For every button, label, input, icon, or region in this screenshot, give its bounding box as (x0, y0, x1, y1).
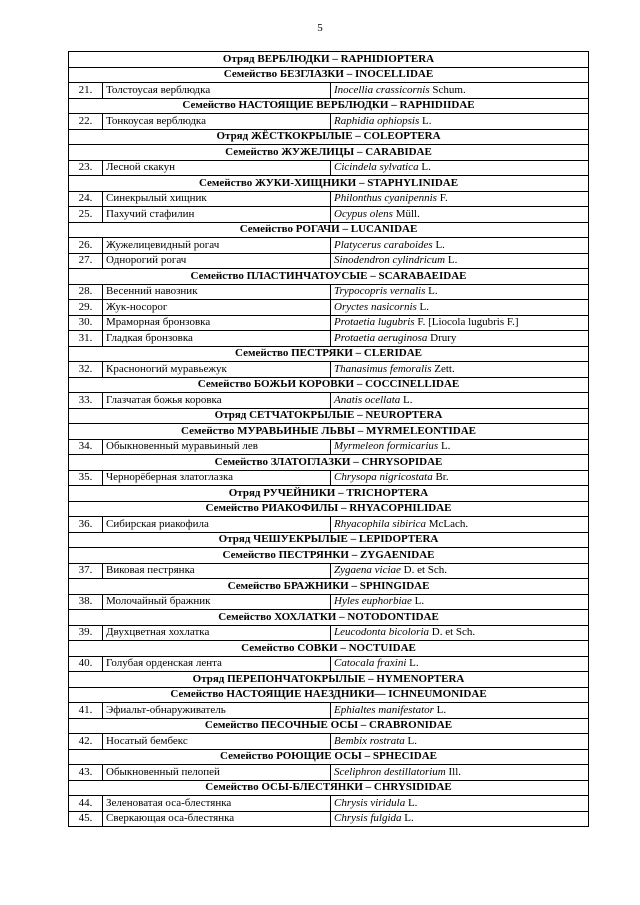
species-latin-cell (331, 811, 589, 827)
taxon-header: Семейство МУРАВЬИНЫЕ ЛЬВЫ – MYRMELEONTIDAE (69, 424, 589, 440)
species-latin-cell (331, 765, 589, 781)
species-latin-name: Myrmeleon formicarius (334, 440, 439, 453)
species-russian-name: Толстоусая верблюдка (103, 83, 331, 99)
species-table (68, 51, 589, 827)
species-number: 29. (69, 300, 103, 316)
taxon-header-row (69, 579, 589, 595)
species-russian-name: Мраморная бронзовка (103, 315, 331, 331)
species-latin-name: Raphidia ophiopsis (334, 114, 420, 127)
species-latin-cell (331, 191, 589, 207)
species-russian-name: Глазчатая божья коровка (103, 393, 331, 409)
species-latin-cell (331, 625, 589, 641)
species-author: D. et Sch. (431, 626, 476, 639)
species-author: L. (403, 393, 413, 406)
taxon-header: Отряд СЕТЧАТОКРЫЛЫЕ – NEUROPTERA (69, 408, 589, 424)
species-russian-name: Однорогий рогач (103, 253, 331, 269)
taxon-header: Семейство НАСТОЯЩИЕ НАЕЗДНИКИ— ICHNEUMONIDAE (69, 687, 589, 703)
species-latin-cell (331, 114, 589, 130)
species-row (69, 315, 589, 331)
taxon-header: Отряд РУЧЕЙНИКИ – TRICHOPTERA (69, 486, 589, 502)
species-row (69, 207, 589, 223)
taxon-header-row (69, 222, 589, 238)
species-latin-cell (331, 393, 589, 409)
species-row (69, 362, 589, 378)
species-latin-name: Oryctes nasicornis (334, 300, 417, 313)
species-latin-name: Trypocopris vernalis (334, 285, 426, 298)
taxon-header: Отряд ВЕРБЛЮДКИ – RAPHIDIOPTERA (69, 52, 589, 68)
species-number: 45. (69, 811, 103, 827)
taxon-header-row (69, 424, 589, 440)
species-latin-cell (331, 796, 589, 812)
species-row (69, 253, 589, 269)
species-russian-name: Жук-носорог (103, 300, 331, 316)
species-number: 35. (69, 470, 103, 486)
species-latin-cell (331, 470, 589, 486)
taxon-header: Семейство БЕЗГЛАЗКИ – INOCELLIDAE (69, 67, 589, 83)
species-number: 26. (69, 238, 103, 254)
taxon-header: Семейство ПЛАСТИНЧАТОУСЫЕ – SCARABAEIDAE (69, 269, 589, 285)
taxon-header-row (69, 67, 589, 83)
species-row (69, 734, 589, 750)
species-row (69, 796, 589, 812)
species-latin-name: Anatis ocellata (334, 393, 401, 406)
species-latin-name: Ocypus olens (334, 207, 393, 220)
species-author: Zett. (434, 362, 455, 375)
species-row (69, 83, 589, 99)
species-row (69, 284, 589, 300)
species-author: L. (440, 440, 451, 453)
species-latin-cell (331, 83, 589, 99)
species-latin-name: Chrysis fulgida (334, 812, 402, 825)
species-author: Ill. (448, 765, 462, 778)
species-russian-name: Сверкающая оса-блестянка (103, 811, 331, 827)
species-latin-name: Protaetia aeruginosa (334, 331, 428, 344)
species-row (69, 114, 589, 130)
species-row (69, 811, 589, 827)
species-row (69, 625, 589, 641)
species-latin-cell (331, 703, 589, 719)
species-latin-name: Cicindela sylvatica (334, 161, 419, 174)
taxon-header-row (69, 346, 589, 362)
species-russian-name: Жужелицевидный рогач (103, 238, 331, 254)
species-number: 41. (69, 703, 103, 719)
species-number: 22. (69, 114, 103, 130)
species-latin-name: Rhyacophila sibirica (334, 517, 426, 530)
species-latin-cell (331, 331, 589, 347)
species-russian-name: Сибирская риакофила (103, 517, 331, 533)
taxon-header: Семейство БРАЖНИКИ – SPHINGIDAE (69, 579, 589, 595)
species-number: 30. (69, 315, 103, 331)
species-latin-name: Zygaena viciae (334, 564, 401, 577)
species-author: L. (414, 595, 425, 608)
species-russian-name: Виковая пестрянка (103, 563, 331, 579)
species-number: 33. (69, 393, 103, 409)
taxon-header: Семейство ПЕСОЧНЫЕ ОСЫ – CRABRONIDAE (69, 718, 589, 734)
taxon-header-row (69, 145, 589, 161)
species-author: Müll. (395, 207, 420, 220)
species-latin-cell (331, 517, 589, 533)
species-row (69, 470, 589, 486)
species-latin-name: Chrysopa nigricostata (334, 471, 433, 484)
species-number: 27. (69, 253, 103, 269)
taxon-header-row (69, 641, 589, 657)
species-russian-name: Носатый бембекс (103, 734, 331, 750)
species-number: 38. (69, 594, 103, 610)
species-russian-name: Чернорёберная златоглазка (103, 470, 331, 486)
species-author: D. et Sch. (403, 564, 448, 577)
species-author: L. (407, 734, 418, 747)
species-row (69, 439, 589, 455)
species-latin-name: Catocala fraxini (334, 657, 407, 670)
species-latin-cell (331, 300, 589, 316)
taxon-header: Семейство НАСТОЯЩИЕ ВЕРБЛЮДКИ – RAPHIDIIDAE (69, 98, 589, 114)
taxon-header-row (69, 548, 589, 564)
species-author: F. (439, 192, 448, 205)
species-row (69, 765, 589, 781)
species-russian-name: Синекрылый хищник (103, 191, 331, 207)
taxon-header: Отряд ЧЕШУЕКРЫЛЫЕ – LEPIDOPTERA (69, 532, 589, 548)
taxon-header: Семейство ЖУКИ-ХИЩНИКИ – STAPHYLINIDAE (69, 176, 589, 192)
species-russian-name: Эфиальт-обнаруживатель (103, 703, 331, 719)
species-author: Br. (435, 471, 449, 484)
page-number: 5 (317, 22, 323, 34)
species-russian-name: Лесной скакун (103, 160, 331, 176)
taxon-header-row (69, 176, 589, 192)
species-author: L. (404, 812, 414, 825)
species-author: L. (422, 114, 432, 127)
species-latin-name: Leucodonta bicoloria (334, 626, 430, 639)
species-latin-name: Platycerus caraboides (334, 238, 433, 251)
species-row (69, 703, 589, 719)
taxon-header-row (69, 98, 589, 114)
species-author: L. (436, 703, 447, 716)
species-latin-cell (331, 594, 589, 610)
species-latin-name: Bembix rostrata (334, 734, 405, 747)
species-row (69, 393, 589, 409)
species-number: 44. (69, 796, 103, 812)
species-author: L. (421, 161, 431, 174)
taxon-header: Семейство БОЖЬИ КОРОВКИ – COCCINELLIDAE (69, 377, 589, 393)
species-author: L. (409, 657, 419, 670)
taxon-header: Семейство ЖУЖЕЛИЦЫ – CARABIDAE (69, 145, 589, 161)
species-russian-name: Весенний навозник (103, 284, 331, 300)
species-author: McLach. (428, 517, 469, 530)
species-russian-name: Двухцветная хохлатка (103, 625, 331, 641)
species-author: L. (419, 300, 430, 313)
species-latin-cell (331, 439, 589, 455)
species-author: Drury (430, 331, 457, 344)
taxon-header-row (69, 610, 589, 626)
taxon-header-row (69, 377, 589, 393)
taxon-header-row (69, 672, 589, 688)
taxon-header: Семейство ХОХЛАТКИ – NOTODONTIDAE (69, 610, 589, 626)
taxon-header-row (69, 486, 589, 502)
species-number: 34. (69, 439, 103, 455)
species-number: 25. (69, 207, 103, 223)
taxon-header: Отряд ЖЁСТКОКРЫЛЫЕ – COLEOPTERA (69, 129, 589, 145)
taxon-header: Семейство РИАКОФИЛЫ – RHYACOPHILIDAE (69, 501, 589, 517)
taxon-header-row (69, 749, 589, 765)
species-latin-cell (331, 656, 589, 672)
species-number: 32. (69, 362, 103, 378)
taxon-header: Семейство СОВКИ – NOCTUIDAE (69, 641, 589, 657)
species-latin-name: Sinodendron cylindricum (334, 254, 446, 267)
species-latin-cell (331, 207, 589, 223)
species-number: 39. (69, 625, 103, 641)
taxon-header-row (69, 780, 589, 796)
species-author: Schum. (432, 83, 466, 96)
taxon-header: Семейство ПЕСТРЯНКИ – ZYGAENIDAE (69, 548, 589, 564)
species-latin-cell (331, 362, 589, 378)
species-number: 21. (69, 83, 103, 99)
species-russian-name: Обыкновенный муравьиный лев (103, 439, 331, 455)
species-latin-cell (331, 315, 589, 331)
species-number: 37. (69, 563, 103, 579)
taxon-header-row (69, 532, 589, 548)
species-row (69, 238, 589, 254)
species-row (69, 191, 589, 207)
species-russian-name: Голубая орденская лента (103, 656, 331, 672)
taxon-header-row (69, 269, 589, 285)
species-latin-name: Ephialtes manifestator (334, 703, 434, 716)
species-latin-cell (331, 160, 589, 176)
species-author: L. (428, 285, 438, 298)
taxon-header: Отряд ПЕРЕПОНЧАТОКРЫЛЫЕ – HYMENOPTERA (69, 672, 589, 688)
species-latin-cell (331, 284, 589, 300)
species-row (69, 563, 589, 579)
species-latin-cell (331, 563, 589, 579)
species-latin-name: Hyles euphorbiae (334, 595, 412, 608)
species-number: 42. (69, 734, 103, 750)
species-row (69, 300, 589, 316)
taxon-header: Семейство РОЮЩИЕ ОСЫ – SPHECIDAE (69, 749, 589, 765)
taxon-header-row (69, 408, 589, 424)
species-russian-name: Красноногий муравьежук (103, 362, 331, 378)
species-latin-name: Sceliphron destillatorium (334, 765, 446, 778)
species-latin-name: Protaetia lugubris (334, 316, 415, 329)
species-russian-name: Обыкновенный пелопей (103, 765, 331, 781)
taxon-header-row (69, 687, 589, 703)
species-number: 31. (69, 331, 103, 347)
species-latin-name: Philonthus cyanipennis (334, 192, 437, 205)
species-number: 24. (69, 191, 103, 207)
species-number: 36. (69, 517, 103, 533)
species-author: L. (447, 254, 458, 267)
species-latin-name: Chrysis viridula (334, 796, 406, 809)
taxon-header-row (69, 129, 589, 145)
species-russian-name: Зеленоватая оса-блестянка (103, 796, 331, 812)
species-row (69, 331, 589, 347)
species-russian-name: Тонкоусая верблюдка (103, 114, 331, 130)
species-russian-name: Пахучий стафилин (103, 207, 331, 223)
species-latin-cell (331, 734, 589, 750)
species-row (69, 160, 589, 176)
species-author: F. [Liocola lugubris F.] (417, 316, 519, 329)
species-author: L. (407, 796, 418, 809)
species-russian-name: Гладкая бронзовка (103, 331, 331, 347)
species-russian-name: Молочайный бражник (103, 594, 331, 610)
taxon-header-row (69, 501, 589, 517)
species-latin-name: Inocellia crassicornis (334, 83, 430, 96)
taxon-header-row (69, 455, 589, 471)
taxon-header: Семейство ЗЛАТОГЛАЗКИ – CHRYSOPIDAE (69, 455, 589, 471)
species-latin-cell (331, 238, 589, 254)
species-number: 23. (69, 160, 103, 176)
taxon-header: Семейство ПЕСТРЯКИ – CLERIDAE (69, 346, 589, 362)
taxon-header-row (69, 718, 589, 734)
species-author: L. (435, 238, 445, 251)
species-number: 28. (69, 284, 103, 300)
taxon-header: Семейство ОСЫ-БЛЕСТЯНКИ – CHRYSIDIDAE (69, 780, 589, 796)
species-latin-name: Thanasimus femoralis (334, 362, 432, 375)
species-row (69, 517, 589, 533)
species-row (69, 656, 589, 672)
species-number: 43. (69, 765, 103, 781)
species-row (69, 594, 589, 610)
species-latin-cell (331, 253, 589, 269)
taxon-header-row (69, 52, 589, 68)
taxon-header: Семейство РОГАЧИ – LUCANIDAE (69, 222, 589, 238)
species-number: 40. (69, 656, 103, 672)
